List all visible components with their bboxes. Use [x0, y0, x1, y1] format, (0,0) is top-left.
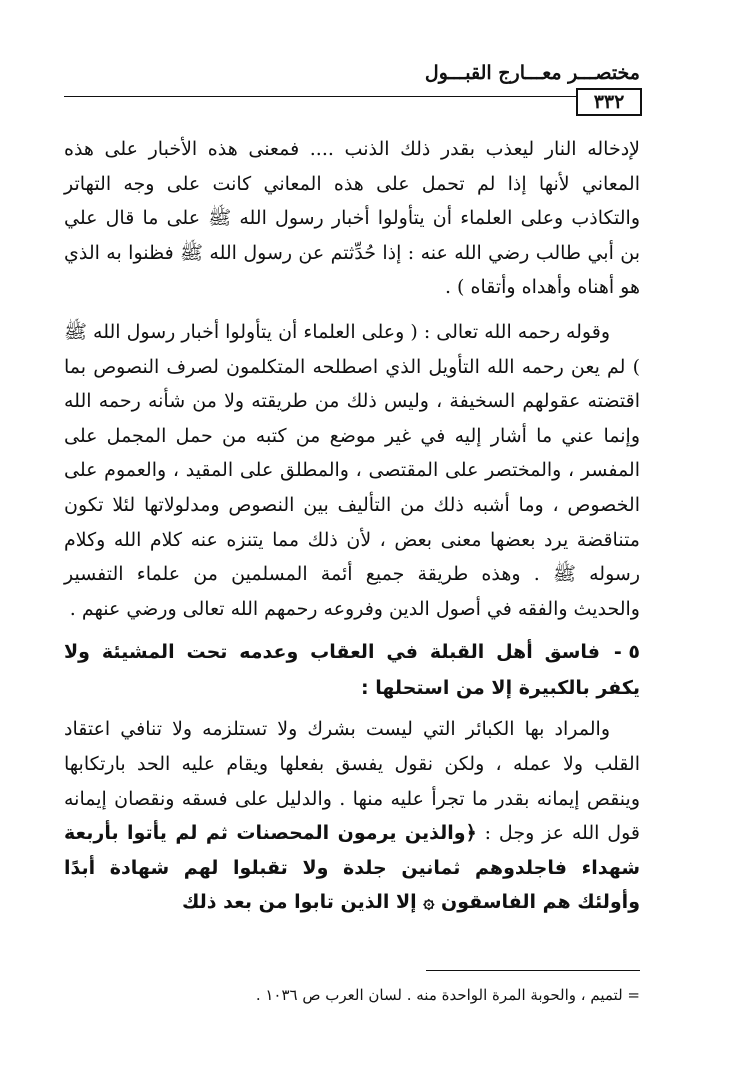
page-number: ٣٣٢ [576, 88, 642, 116]
paragraph-3-text: والمراد بها الكبائر التي ليست بشرك ولا تستلزمه ولا تنافي اعتقاد القلب ولا عمله ، ولكن نقول يفسق بفعلها ويقام عليه الحد بارتكابها وينقص إيمانه بقدر ما تجرأ عليه منها . والدليل على فسقه ونقصان إيمانه قول الله عز وجل : [64, 718, 640, 845]
quran-verse: ﴿والذين يرمون المحصنات ثم لم يأتوا بأربعة شهداء فاجلدوهم ثمانين جلدة ولا تقبلوا لهم شهادة أبدًا وأولئك هم الفاسقون ۞ إلا الذين تابوا من بعد ذلك [64, 822, 640, 914]
footnote-rule [426, 970, 640, 971]
section-heading-text: فاسق أهل القبلة في العقاب وعدمه تحت المشيئة ولا يكفر بالكبيرة إلا من استحلها : [64, 641, 640, 700]
paragraph-3 [64, 712, 640, 920]
paragraph-2: وقوله رحمه الله تعالى : ( وعلى العلماء أن يتأولوا أخبار رسول الله ﷺ ) لم يعن رحمه الله التأويل الذي اصطلحه المتكلمون لصرف النصوص بما اقتضته عقولهم السخيفة ، وليس ذلك من طريقته ولا من شأنه رحمه الله وإنما عني ما أشار إليه في غير موضع من كتبه من حمل المجمل على المفسر ، والمختصر على المقتصى ، والمطلق على المقيد ، والعموم على الخصوص ، وما أشبه ذلك من التأليف بين النصوص ومدلولاتها لئلا تكون متناقضة يرد بعضها معنى بعض ، لأن ذلك مما يتنزه عنه كلام الله وكلام رسوله ﷺ . وهذه طريقة جميع أئمة المسلمين من علماء التفسير والحديث والفقه في أصول الدين وفروعه رحمهم الله تعالى ورضي عنهم . [64, 320, 640, 620]
header-rule [64, 96, 640, 97]
section-heading-number: ٥ - [613, 641, 640, 664]
paragraph-1: لإدخاله النار ليعذب بقدر ذلك الذنب .... فمعنى هذه الأخبار على هذه المعاني لأنها إذا لم تحمل على هذه المعاني كانت على وجه التهاتر والتكاذب وعلى العلماء أن يتأولوا أخبار رسول الله ﷺ على ما قال علي بن أبي طالب رضي الله عنه : إذا حُدِّثتم عن رسول الله ﷺ فظنوا به الذي هو أهناه وأهداه وأتقاه ) . [64, 138, 640, 299]
footnote: = لتميم ، والحوبة المرة الواحدة منه . لسان العرب ص ١٠٣٦ . [255, 986, 640, 1004]
running-header-title: مختصـــر معـــارج القبـــول [424, 62, 640, 84]
body-text [64, 132, 640, 920]
section-heading [64, 634, 640, 706]
